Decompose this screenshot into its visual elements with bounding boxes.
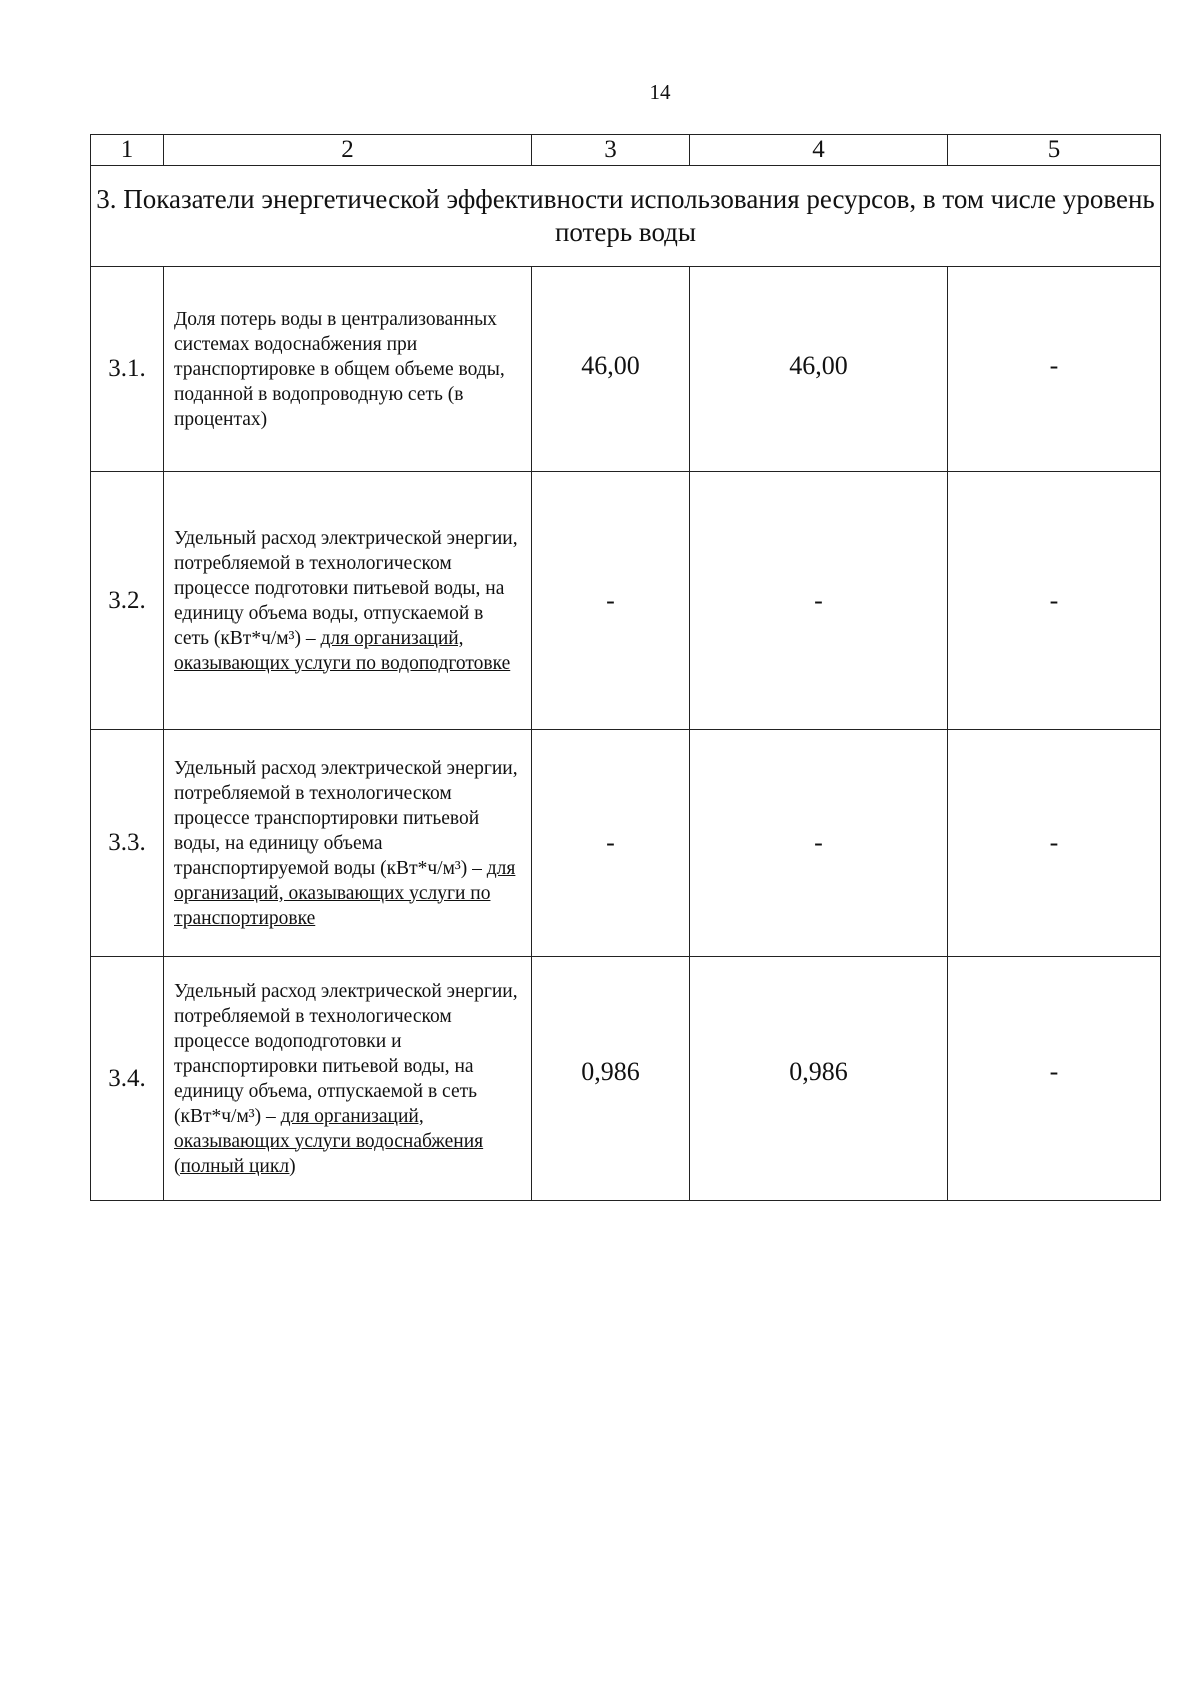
value-col3: -: [532, 730, 690, 957]
description-text: Удельный расход электрической энергии, потребляемой в технологическом процессе водоподготовки и транспортировки питьевой воды, на единицу объема, отпускаемой в сеть (кВт*ч/м³) –: [174, 980, 518, 1127]
column-header: 3: [532, 135, 690, 166]
value-col3: -: [532, 472, 690, 730]
column-header: 1: [91, 135, 164, 166]
row-description: [164, 472, 532, 730]
description-text: Доля потерь воды в централизованных системах водоснабжения при транспортировке в общем объеме воды, поданной в водопроводную сеть (в процентах): [174, 308, 505, 430]
value-col3: 46,00: [532, 267, 690, 472]
section-title: 3. Показатели энергетической эффективности использования ресурсов, в том числе уровень потерь воды: [91, 166, 1161, 267]
value-col4: -: [690, 472, 948, 730]
description-text: Удельный расход электрической энергии, потребляемой в технологическом процессе транспортировки питьевой воды, на единицу объема транспортируемой воды (кВт*ч/м³) –: [174, 757, 518, 879]
description-underlined: для организаций, оказывающих услуги водоснабжения (полный цикл): [174, 1105, 484, 1177]
value-col5: -: [948, 730, 1161, 957]
description-underlined: для организаций, оказывающих услуги по транспортировке: [174, 857, 516, 929]
description-text: Удельный расход электрической энергии, потребляемой в технологическом процессе подготовки питьевой воды, на единицу объема воды, отпускаемой в сеть (кВт*ч/м³) –: [174, 527, 518, 649]
row-number: 3.4.: [91, 957, 164, 1201]
value-col3: 0,986: [532, 957, 690, 1201]
table-row: [91, 267, 1161, 472]
row-number: 3.1.: [91, 267, 164, 472]
column-header: 2: [164, 135, 532, 166]
column-header: 5: [948, 135, 1161, 166]
column-header-row: [91, 135, 1161, 166]
page-number: 14: [649, 80, 671, 104]
value-col4: 0,986: [690, 957, 948, 1201]
table-row: [91, 472, 1161, 730]
column-header: 4: [690, 135, 948, 166]
row-description: [164, 267, 532, 472]
row-description: [164, 957, 532, 1201]
row-description: [164, 730, 532, 957]
table-row: [91, 957, 1161, 1201]
value-col5: -: [948, 267, 1161, 472]
value-col5: -: [948, 472, 1161, 730]
value-col4: 46,00: [690, 267, 948, 472]
row-number: 3.3.: [91, 730, 164, 957]
section-title-row: [91, 166, 1161, 267]
value-col5: -: [948, 957, 1161, 1201]
row-number: 3.2.: [91, 472, 164, 730]
value-col4: -: [690, 730, 948, 957]
indicators-table: [90, 134, 1161, 1201]
table-row: [91, 730, 1161, 957]
description-underlined: для организаций, оказывающих услуги по водоподготовке: [174, 627, 511, 674]
